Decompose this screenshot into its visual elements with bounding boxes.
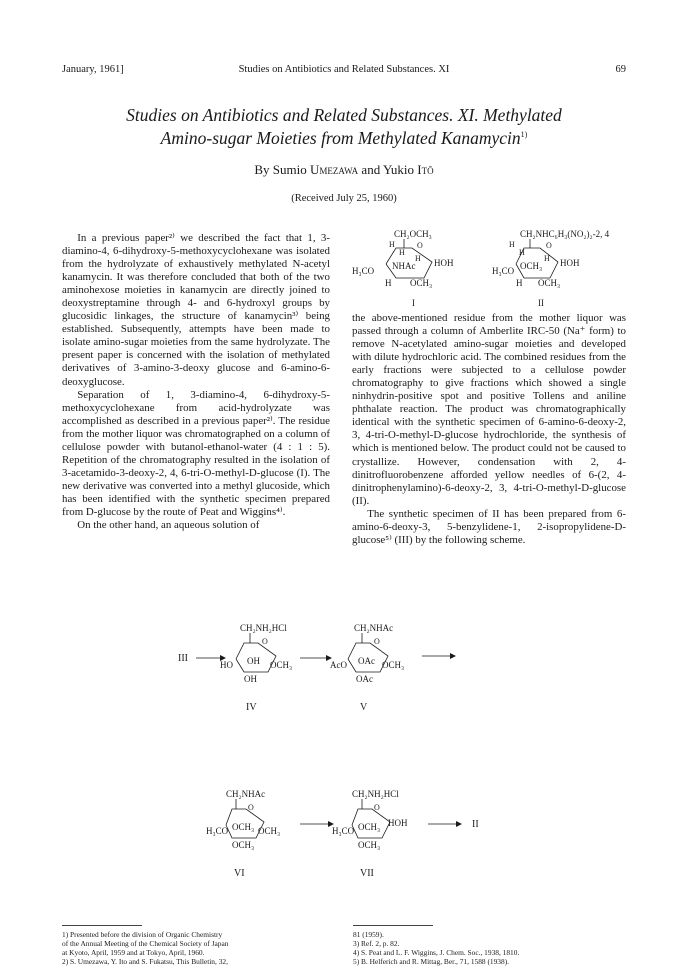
struct-VII-label: VII (360, 868, 374, 879)
footnotes-left (62, 930, 324, 966)
footnote-line: 5) B. Helferich and R. Mittag, Ber., 71, 1588 (1938). (353, 957, 509, 966)
struct-VII-ring-o: O (374, 803, 380, 812)
struct-V-right: OCH₃ (382, 660, 405, 670)
running-head-issue: January, 1961] (62, 64, 124, 75)
paragraph-separation: Separation of 1, 3-diamino-4, 6-dihydroxy-5-methoxycyclohexane from acid-hydrolyzate was accomplished as described in a previous paper²⁾. The residue from the mother liquor was chromatographed on a column of cellulose powder with butanol-ethanol-water (4 : 1 : 5). Repetition of the chromatography resulted in the isolation of 3-acetamido-3-deoxy-2, 4, 6-tri-O-methyl-D-glucose (I). The new derivative was converted into a methyl glucoside, which has been identified with the synthetic specimen prepared from D-glucose by the route of Peat and Wiggins⁴⁾. (62, 388, 330, 518)
struct-V-ring-o: O (374, 637, 380, 646)
struct-V-label: V (360, 702, 368, 713)
struct-II-h-inner: H (519, 248, 525, 257)
author-2-surname: Itō (417, 162, 434, 177)
struct-IV-middle: OH (247, 656, 260, 666)
structure-II (494, 228, 630, 308)
struct-I-label: I (412, 298, 415, 308)
footnote-line: 2) S. Umezawa, Y. Ito and S. Fukatsu, This Bulletin, 32, (62, 957, 228, 966)
footnote-line: at Kyoto, April, 1959 and at Tokyo, April, 1960. (62, 948, 205, 957)
struct-V-top: CH₂NHAc (354, 623, 394, 633)
struct-II-h-top: H (509, 240, 515, 249)
struct-I-left: H₃CO (352, 266, 375, 276)
struct-I-bottom-h: H (385, 278, 392, 288)
paragraph-residue: the above-mentioned residue from the mother liquor was passed through a column of Amberlite IRC-50 (Na⁺ form) to remove N-acetylated amino-sugar moieties and developed with dilute hydrochloric acid. The combined residues from the early fractions were subjected to a cellulose powder chromatography to give fractions which showed a single ninhydrin-positive spot and positive Tollens and aniline phthalate reaction. The product was chromatographically identical with the synthetic specimen of 6-amino-6-deoxy-2, 3, 4-tri-O-methyl-D-glucose hydrochloride, the synthesis of which is mentioned below. The product could not be caused to crystallize. However, condensation with 2, 4-dinitrofluorobenzene afforded yellow needles of 6-(2, 4-dinitrophenylamino)-6-deoxy-2, 3, 4-tri-O-methyl-D-glucose (II). (352, 312, 626, 507)
footnote-rule-right (353, 925, 433, 926)
page-number: 69 (615, 64, 626, 75)
struct-IV-top: CH₂NH₂HCl (240, 623, 287, 633)
struct-I-h-inner: H (399, 248, 405, 257)
struct-VII-left: H₃CO (332, 826, 355, 836)
struct-VI-top: CH₂NHAc (226, 789, 266, 799)
struct-IV-right: OCH₃ (270, 660, 293, 670)
title-footnote-mark: 1) (520, 130, 528, 139)
paragraph-intro: In a previous paper²⁾ we described the fact that 1, 3-diamino-4, 6-dihydroxy-5-methoxycyclohexane was isolated from the hydrolyzate of exhaustively methylated N-acetyl kanamycin. It was therefore concluded that both of the two aminohexose moieties in kanamycin are directly joined to deoxystreptamine through 4- and 6-hydroxyl groups by glucosidic linkages, the structure of kanamycin³⁾ being established. Subsequently, attempts have been made to isolate amino-sugar moieties from the same hydrolyzate. The present paper is concerned with the isolation of methylated derivatives of 3-amino-3-deoxy glucose and 6-amino-6-deoxyglucose. (62, 232, 330, 388)
author-1-surname: Umezawa (310, 162, 359, 177)
struct-II-ring-o: O (546, 241, 552, 250)
structure-I (352, 228, 482, 308)
struct-I-bottom: OCH₃ (410, 278, 433, 288)
struct-V-left: AcO (330, 660, 347, 670)
article-title (62, 105, 626, 148)
struct-I-middle: NHAc (392, 261, 416, 271)
struct-II-middle: OCH₃ (520, 261, 543, 271)
struct-I-right: HOH (434, 258, 454, 268)
struct-V-bottom: OAc (356, 674, 373, 684)
scheme-row-1 (170, 622, 520, 772)
struct-IV-ring-o: O (262, 637, 268, 646)
footnote-line: 1) Presented before the division of Organic Chemistry (62, 930, 223, 939)
running-head-title: Studies on Antibiotics and Related Substances. XI (238, 64, 450, 75)
scheme-end-II: II (472, 819, 479, 830)
footnotes-right (353, 930, 633, 966)
struct-IV-left: HO (220, 660, 233, 670)
scheme-row-2 (206, 788, 500, 938)
running-head (62, 64, 626, 78)
struct-VII-middle: OCH₃ (358, 822, 381, 832)
title-line-1: Studies on Antibiotics and Related Substances. XI. Methylated (126, 105, 562, 125)
byline (0, 162, 688, 178)
struct-V-middle: OAc (358, 656, 375, 666)
struct-VI-ring-o: O (248, 803, 254, 812)
struct-I-ring-o: O (417, 241, 423, 250)
struct-II-bottom: OCH₃ (538, 278, 561, 288)
title-line-2-text: Amino-sugar Moieties from Methylated Kanamycin (160, 127, 521, 148)
footnote-line: 4) S. Peat and L. F. Wiggins, J. Chem. Soc., 1938, 1810. (353, 948, 520, 957)
struct-II-left: H₃CO (492, 266, 515, 276)
struct-II-bottom-h: H (516, 278, 523, 288)
struct-VII-bottom: OCH₃ (358, 840, 381, 850)
struct-VII-right: HOH (388, 818, 408, 828)
struct-II-label: II (538, 298, 544, 308)
footnote-line: 81 (1959). (353, 930, 384, 939)
struct-I-top: CH₂OCH₃ (394, 229, 432, 239)
scheme-start-III: III (178, 653, 188, 664)
footnote-line: of the Annual Meeting of the Chemical Society of Japan (62, 939, 229, 948)
struct-VI-left: H₃CO (206, 826, 229, 836)
struct-VI-middle: OCH₃ (232, 822, 255, 832)
byline-middle: and Yukio (361, 162, 415, 177)
struct-VI-label: VI (234, 868, 245, 879)
struct-VI-right: OCH₃ (258, 826, 281, 836)
title-line-2 (62, 125, 626, 148)
struct-I-h-top: H (389, 240, 395, 249)
struct-I-h-inner2: H (415, 254, 421, 263)
byline-prefix: By Sumio (254, 162, 307, 177)
right-column (352, 312, 626, 547)
struct-II-right: HOH (560, 258, 580, 268)
struct-VII-top: CH₂NH₂HCl (352, 789, 399, 799)
struct-II-top: CH₂NHC₆H₃(NO₂)₂-2, 4 (520, 229, 610, 239)
struct-VI-bottom: OCH₃ (232, 840, 255, 850)
struct-IV-bottom: OH (244, 674, 257, 684)
struct-II-h-mid: H (544, 254, 550, 263)
paragraph-synthetic: The synthetic specimen of II has been prepared from 6-amino-6-deoxy-3, 5-benzylidene-1, 2-isopropylidene-D-glucose⁵⁾ (III) by the following scheme. (352, 507, 626, 546)
footnote-rule-left (62, 925, 142, 926)
received-date: (Received July 25, 1960) (291, 193, 397, 204)
left-column (62, 232, 330, 532)
struct-IV-label: IV (246, 702, 257, 713)
footnote-line: 3) Ref. 2, p. 82. (353, 939, 400, 948)
paragraph-other-hand: On the other hand, an aqueous solution of (77, 519, 260, 532)
